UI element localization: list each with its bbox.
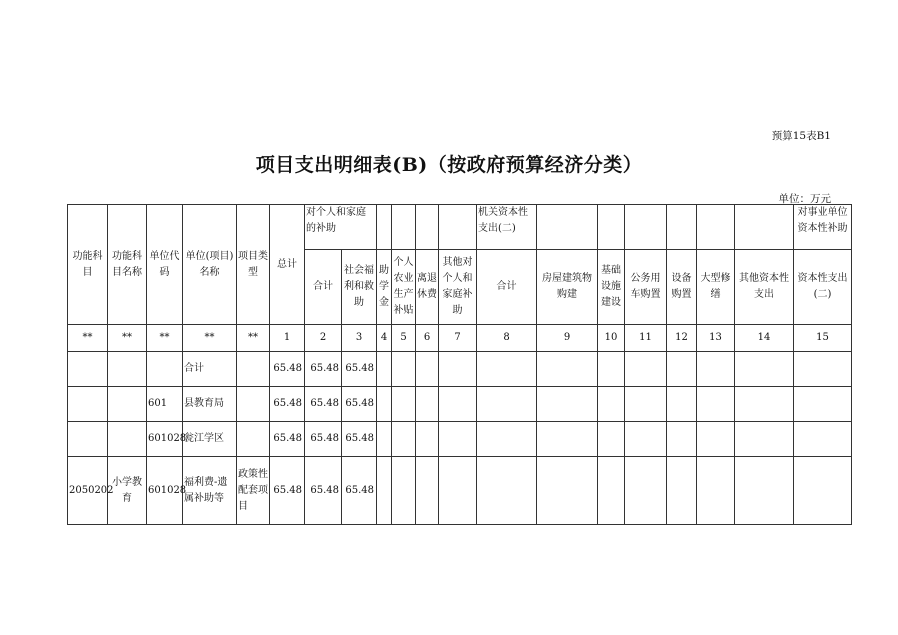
header-agri-subsidy: 个人农业生产补贴 <box>392 250 416 325</box>
empty-cell <box>625 387 667 422</box>
header-major-repair: 大型修缮 <box>697 250 735 325</box>
header-unit-project-name: 单位(项目)名称 <box>183 205 237 325</box>
cell-total: 65.48 <box>270 387 305 422</box>
empty-cell <box>625 422 667 457</box>
cell-total: 65.48 <box>270 352 305 387</box>
empty-header-cell <box>392 205 416 250</box>
header-building-purchase: 房屋建筑物购建 <box>537 250 598 325</box>
cell-func-subject <box>68 422 108 457</box>
empty-header-cell <box>697 205 735 250</box>
cell-func-subject-name <box>108 422 147 457</box>
empty-cell <box>416 387 439 422</box>
cell-func-subject <box>68 352 108 387</box>
empty-cell <box>735 422 794 457</box>
header-capital-exp-2: 资本性支出(二) <box>794 250 852 325</box>
index-cell: 1 <box>270 325 305 352</box>
empty-cell <box>794 387 852 422</box>
empty-cell <box>477 422 537 457</box>
table-row <box>68 422 852 457</box>
empty-cell <box>697 422 735 457</box>
cell-social-welfare: 65.48 <box>342 457 377 525</box>
index-cell: 14 <box>735 325 794 352</box>
empty-cell <box>667 457 697 525</box>
empty-cell <box>667 387 697 422</box>
header-project-type: 项目类型 <box>237 205 270 325</box>
empty-cell <box>598 387 625 422</box>
index-cell: 13 <box>697 325 735 352</box>
empty-cell <box>735 457 794 525</box>
empty-cell <box>477 457 537 525</box>
cell-project-type <box>237 387 270 422</box>
empty-cell <box>377 422 392 457</box>
header-scholarship: 助学金 <box>377 250 392 325</box>
table-row <box>68 387 852 422</box>
cell-unit-code: 601028 <box>147 422 183 457</box>
empty-cell <box>697 457 735 525</box>
empty-cell <box>416 457 439 525</box>
index-cell: ** <box>183 325 237 352</box>
table-row <box>68 457 852 525</box>
empty-cell <box>416 422 439 457</box>
empty-cell <box>598 422 625 457</box>
empty-cell <box>697 352 735 387</box>
empty-header-cell <box>625 205 667 250</box>
empty-cell <box>377 457 392 525</box>
header-subtotal-a: 合计 <box>305 250 342 325</box>
index-cell: ** <box>237 325 270 352</box>
unit-label: 单位：万元 <box>778 193 831 205</box>
header-equipment-purchase: 设备购置 <box>667 250 697 325</box>
empty-header-cell <box>735 205 794 250</box>
header-subtotal-b: 合计 <box>477 250 537 325</box>
empty-cell <box>794 457 852 525</box>
cell-subtotal: 65.48 <box>305 457 342 525</box>
empty-cell <box>377 352 392 387</box>
table-code: 预算15表B1 <box>771 130 831 142</box>
empty-header-cell <box>667 205 697 250</box>
cell-subtotal: 65.48 <box>305 387 342 422</box>
page-title: 项目支出明细表(B)（按政府预算经济分类） <box>255 154 643 176</box>
empty-cell <box>625 352 667 387</box>
index-cell: ** <box>108 325 147 352</box>
cell-unit-project-name: 县教育局 <box>183 387 237 422</box>
cell-unit-project-name: 瓮江学区 <box>183 422 237 457</box>
empty-cell <box>392 422 416 457</box>
index-cell: 9 <box>537 325 598 352</box>
header-capital-nature-2: 机关资本性支出(二) <box>477 205 537 250</box>
empty-cell <box>392 352 416 387</box>
cell-unit-code: 601028 <box>147 457 183 525</box>
index-cell: ** <box>147 325 183 352</box>
header-infrastructure: 基础设施建设 <box>598 250 625 325</box>
cell-func-subject-name <box>108 352 147 387</box>
index-cell: 5 <box>392 325 416 352</box>
empty-cell <box>439 352 477 387</box>
cell-total: 65.48 <box>270 457 305 525</box>
empty-cell <box>735 352 794 387</box>
cell-unit-code <box>147 352 183 387</box>
cell-project-type <box>237 422 270 457</box>
index-cell: 8 <box>477 325 537 352</box>
cell-subtotal: 65.48 <box>305 422 342 457</box>
header-total: 总计 <box>270 205 305 325</box>
empty-header-cell <box>416 205 439 250</box>
cell-unit-code: 601 <box>147 387 183 422</box>
empty-cell <box>735 387 794 422</box>
empty-cell <box>794 352 852 387</box>
index-row <box>68 325 852 352</box>
cell-func-subject-name <box>108 387 147 422</box>
cell-func-subject-name: 小学教育 <box>108 457 147 525</box>
cell-func-subject: 2050202 <box>68 457 108 525</box>
index-cell: 10 <box>598 325 625 352</box>
empty-cell <box>392 457 416 525</box>
cell-social-welfare: 65.48 <box>342 352 377 387</box>
index-cell: 12 <box>667 325 697 352</box>
index-cell: ** <box>68 325 108 352</box>
header-other-personal: 其他对个人和家庭补助 <box>439 250 477 325</box>
cell-project-type: 政策性配套项目 <box>237 457 270 525</box>
cell-func-subject <box>68 387 108 422</box>
header-social-welfare: 社会福利和救助 <box>342 250 377 325</box>
empty-cell <box>439 457 477 525</box>
empty-cell <box>625 457 667 525</box>
header-other-capital: 其他资本性支出 <box>735 250 794 325</box>
empty-cell <box>377 387 392 422</box>
empty-cell <box>697 387 735 422</box>
header-retirement: 离退休费 <box>416 250 439 325</box>
cell-total: 65.48 <box>270 422 305 457</box>
cell-unit-project-name: 福利费-遗属补助等 <box>183 457 237 525</box>
empty-cell <box>537 422 598 457</box>
cell-social-welfare: 65.48 <box>342 387 377 422</box>
empty-header-cell <box>598 205 625 250</box>
cell-unit-project-name: 合计 <box>183 352 237 387</box>
empty-header-cell <box>439 205 477 250</box>
header-unit-code: 单位代码 <box>147 205 183 325</box>
empty-cell <box>667 422 697 457</box>
header-row-1 <box>68 205 852 250</box>
header-vehicle-purchase: 公务用车购置 <box>625 250 667 325</box>
empty-cell <box>439 422 477 457</box>
header-func-subject: 功能科目 <box>68 205 108 325</box>
empty-cell <box>477 352 537 387</box>
empty-cell <box>537 457 598 525</box>
index-cell: 11 <box>625 325 667 352</box>
empty-cell <box>477 387 537 422</box>
table-row <box>68 352 852 387</box>
index-cell: 7 <box>439 325 477 352</box>
header-institution-capital-subsidy: 对事业单位资本性补助 <box>794 205 852 250</box>
cell-social-welfare: 65.48 <box>342 422 377 457</box>
cell-subtotal: 65.48 <box>305 352 342 387</box>
empty-cell <box>667 352 697 387</box>
header-personal-family-subsidy: 对个人和家庭的补助 <box>305 205 377 250</box>
header-func-subject-name: 功能科目名称 <box>108 205 147 325</box>
empty-header-cell <box>377 205 392 250</box>
empty-cell <box>439 387 477 422</box>
index-cell: 6 <box>416 325 439 352</box>
index-cell: 4 <box>377 325 392 352</box>
empty-header-cell <box>537 205 598 250</box>
empty-cell <box>794 422 852 457</box>
cell-project-type <box>237 352 270 387</box>
index-cell: 3 <box>342 325 377 352</box>
index-cell: 15 <box>794 325 852 352</box>
empty-cell <box>598 457 625 525</box>
empty-cell <box>537 387 598 422</box>
empty-cell <box>392 387 416 422</box>
empty-cell <box>416 352 439 387</box>
empty-cell <box>598 352 625 387</box>
index-cell: 2 <box>305 325 342 352</box>
expenditure-table <box>67 204 852 525</box>
empty-cell <box>537 352 598 387</box>
